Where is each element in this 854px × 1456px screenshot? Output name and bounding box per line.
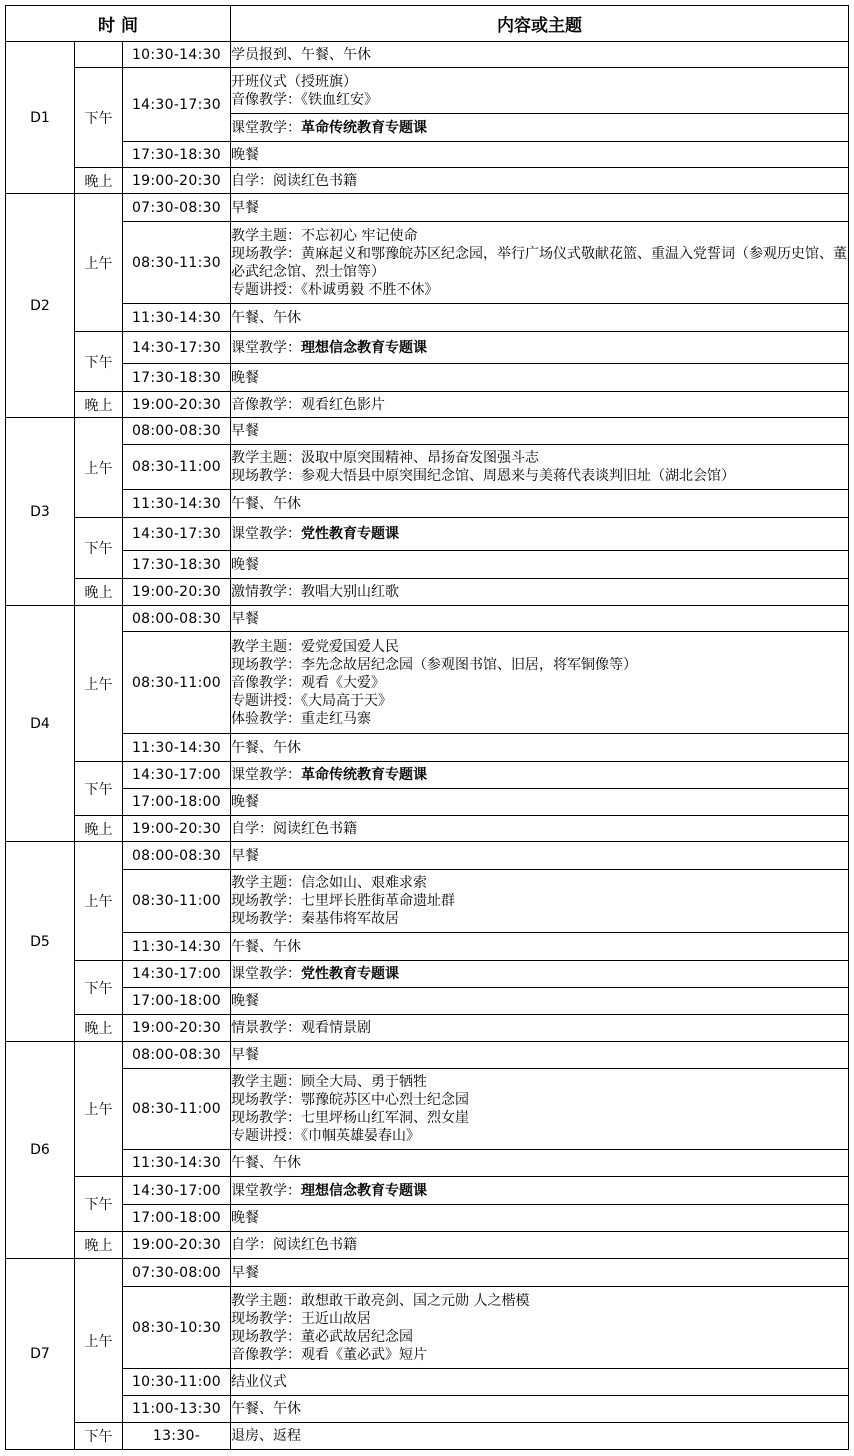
activity-text: 教学主题：敢想敢干敢亮剑、国之元勋 人之楷模	[231, 1292, 530, 1309]
day-label: D6	[6, 1042, 75, 1259]
activity-line	[231, 1182, 848, 1200]
activity-content	[231, 418, 849, 445]
activity-text: 课堂教学：	[231, 339, 301, 356]
time-slot: 08:30-11:30	[123, 222, 231, 304]
activity-line	[231, 820, 848, 838]
activity-text: 课堂教学：	[231, 767, 301, 783]
period-label: 下午	[75, 961, 123, 1015]
period-label: 晚上	[75, 392, 123, 418]
period-label: 下午	[75, 518, 123, 579]
schedule-body	[6, 42, 849, 1450]
activity-content	[231, 445, 849, 490]
period-label: 上午	[75, 1042, 123, 1177]
activity-line	[231, 46, 848, 64]
activity-text: 音像教学：观看红色影片	[231, 396, 385, 413]
activity-text: 自学：阅读红色书籍	[231, 820, 357, 837]
activity-text: 课堂教学：	[231, 526, 301, 542]
activity-text: 早餐	[231, 1264, 259, 1281]
schedule-row	[6, 194, 849, 222]
activity-line	[231, 965, 848, 983]
time-slot: 14:30-17:30	[123, 518, 231, 551]
activity-content	[231, 364, 849, 392]
activity-text: 午餐、午休	[231, 739, 301, 756]
activity-text: 现场教学：董必武故居纪念园	[231, 1328, 413, 1345]
activity-line	[231, 1427, 848, 1445]
activity-line	[231, 766, 848, 784]
activity-content	[231, 1423, 849, 1450]
period-label	[75, 42, 123, 68]
activity-line	[231, 199, 848, 217]
activity-content	[231, 1232, 849, 1259]
activity-text: 退房、返程	[231, 1428, 301, 1444]
schedule-row	[6, 1069, 849, 1150]
activity-content	[231, 1287, 849, 1369]
activity-text: 现场教学：秦基伟将军故居	[231, 911, 399, 927]
period-label: 下午	[75, 332, 123, 392]
schedule-row	[6, 842, 849, 870]
schedule-row	[6, 606, 849, 632]
schedule-row	[6, 1150, 849, 1177]
time-slot: 10:30-11:00	[123, 1369, 231, 1396]
time-slot: 07:30-08:00	[123, 1259, 231, 1287]
header-content: 内容或主题	[231, 6, 849, 42]
activity-content	[231, 842, 849, 870]
activity-line	[231, 1209, 848, 1227]
schedule-row	[6, 579, 849, 606]
time-slot: 19:00-20:30	[123, 579, 231, 606]
time-slot: 19:00-20:30	[123, 1015, 231, 1042]
activity-content	[231, 734, 849, 762]
activity-text: 午餐、午休	[231, 1155, 301, 1171]
activity-text: 晚餐	[231, 556, 259, 573]
activity-line	[231, 227, 848, 245]
activity-text: 专题讲授：《大局高于天》	[231, 692, 392, 709]
schedule-row	[6, 762, 849, 789]
activity-text: 自学：阅读红色书籍	[231, 1237, 357, 1253]
activity-content	[231, 42, 849, 68]
activity-line	[231, 449, 848, 467]
period-label: 下午	[75, 1423, 123, 1450]
period-label: 晚上	[75, 816, 123, 842]
time-slot: 08:30-11:00	[123, 632, 231, 734]
activity-text: 晚餐	[231, 993, 259, 1009]
activity-content	[231, 1177, 849, 1205]
schedule-row	[6, 734, 849, 762]
activity-content	[231, 1205, 849, 1232]
activity-line	[231, 992, 848, 1010]
period-label: 上午	[75, 194, 123, 332]
activity-text: 晚餐	[231, 1210, 259, 1226]
schedule-row	[6, 1369, 849, 1396]
course-title: 党性教育专题课	[301, 966, 399, 982]
schedule-row	[6, 961, 849, 988]
time-slot: 11:30-14:30	[123, 490, 231, 518]
schedule-row	[6, 42, 849, 68]
schedule-row	[6, 988, 849, 1015]
schedule-row	[6, 816, 849, 842]
time-slot: 13:30-	[123, 1423, 231, 1450]
activity-line	[231, 339, 848, 357]
activity-text: 晚餐	[231, 794, 259, 810]
time-slot: 07:30-08:30	[123, 194, 231, 222]
activity-content	[231, 1150, 849, 1177]
activity-content	[231, 518, 849, 551]
period-label: 晚上	[75, 579, 123, 606]
schedule-row	[6, 1259, 849, 1287]
activity-content	[231, 870, 849, 933]
time-slot: 17:30-18:30	[123, 551, 231, 579]
activity-line	[231, 1264, 848, 1282]
activity-text: 早餐	[231, 199, 259, 216]
activity-line	[231, 739, 848, 757]
period-label: 上午	[75, 606, 123, 762]
activity-line	[231, 1046, 848, 1064]
activity-text: 音像教学：《铁血红安》	[231, 91, 378, 108]
activity-line	[231, 1019, 848, 1037]
schedule-row	[6, 933, 849, 961]
period-label: 下午	[75, 68, 123, 168]
header-row	[6, 6, 849, 42]
activity-line	[231, 73, 848, 91]
schedule-row	[6, 1287, 849, 1369]
time-slot: 11:00-13:30	[123, 1396, 231, 1423]
activity-line	[231, 91, 848, 109]
period-label: 下午	[75, 1177, 123, 1232]
activity-text: 教学主题：信念如山、艰难求索	[231, 875, 427, 891]
activity-content	[231, 762, 849, 789]
time-slot: 11:30-14:30	[123, 304, 231, 332]
activity-line	[231, 369, 848, 387]
time-slot: 19:00-20:30	[123, 816, 231, 842]
schedule-row	[6, 1396, 849, 1423]
day-label: D4	[6, 606, 75, 842]
activity-line	[231, 119, 848, 137]
activity-line	[231, 1236, 848, 1254]
activity-text: 课堂教学：	[231, 966, 301, 982]
time-slot: 19:00-20:30	[123, 392, 231, 418]
activity-text: 课堂教学：	[231, 1182, 301, 1199]
activity-content	[231, 606, 849, 632]
time-slot: 19:00-20:30	[123, 1232, 231, 1259]
activity-content	[231, 222, 849, 304]
activity-content	[231, 933, 849, 961]
activity-content	[231, 68, 849, 114]
activity-text: 早餐	[231, 847, 259, 864]
activity-line	[231, 146, 848, 164]
activity-text: 晚餐	[231, 146, 259, 163]
activity-line	[231, 656, 848, 674]
activity-content	[231, 632, 849, 734]
course-title: 理想信念教育专题课	[301, 339, 427, 356]
activity-text: 课堂教学：	[231, 119, 301, 136]
day-label: D7	[6, 1259, 75, 1450]
schedule-row	[6, 1232, 849, 1259]
activity-line	[231, 172, 848, 190]
activity-line	[231, 1346, 848, 1364]
activity-content	[231, 988, 849, 1015]
activity-text: 学员报到、午餐、午休	[231, 46, 371, 63]
schedule-row	[6, 445, 849, 490]
schedule-row	[6, 68, 849, 114]
course-title: 革命传统教育专题课	[301, 767, 427, 783]
activity-line	[231, 467, 848, 485]
time-slot: 08:30-11:00	[123, 1069, 231, 1150]
activity-text: 专题讲授：《巾帼英雄晏春山》	[231, 1128, 420, 1144]
activity-content	[231, 114, 849, 142]
activity-line	[231, 1073, 848, 1091]
schedule-table	[5, 5, 849, 1450]
activity-text: 情景教学：观看情景剧	[231, 1020, 371, 1036]
activity-text: 现场教学：鄂豫皖苏区中心烈士纪念园	[231, 1092, 469, 1108]
header-time: 时 间	[6, 6, 231, 42]
activity-line	[231, 422, 848, 440]
activity-content	[231, 579, 849, 606]
activity-text: 专题讲授：《朴诚勇毅 不胜不休》	[231, 281, 439, 298]
activity-line	[231, 583, 848, 601]
activity-text: 现场教学：李先念故居纪念园（参观图书馆、旧居，将军铜像等）	[231, 656, 637, 673]
schedule-row	[6, 1205, 849, 1232]
time-slot: 17:00-18:00	[123, 789, 231, 816]
schedule-row	[6, 1015, 849, 1042]
activity-content	[231, 961, 849, 988]
activity-content	[231, 789, 849, 816]
activity-text: 激情教学：教唱大别山红歌	[231, 584, 399, 600]
activity-line	[231, 1400, 848, 1418]
activity-text: 早餐	[231, 610, 259, 627]
activity-text: 教学主题：爱党爱国爱人民	[231, 638, 399, 655]
activity-content	[231, 1396, 849, 1423]
schedule-row	[6, 418, 849, 445]
period-label: 上午	[75, 418, 123, 518]
time-slot: 14:30-17:30	[123, 68, 231, 142]
activity-text: 现场教学：黄麻起义和鄂豫皖苏区纪念园，举行广场仪式敬献花篮、重温入党誓词（参观历史馆、董必武纪念馆、烈士馆等）	[231, 245, 847, 280]
activity-text: 音像教学：观看《大爱》	[231, 674, 385, 691]
activity-text: 教学主题：不忘初心 牢记使命	[231, 227, 418, 244]
schedule-row	[6, 1423, 849, 1450]
activity-content	[231, 1369, 849, 1396]
schedule-row	[6, 789, 849, 816]
activity-text: 现场教学：参观大悟县中原突围纪念馆、周恩来与美蒋代表谈判旧址（湖北会馆）	[231, 468, 735, 484]
activity-line	[231, 938, 848, 956]
activity-line	[231, 281, 848, 299]
activity-text: 音像教学：观看《董必武》短片	[231, 1346, 427, 1363]
schedule-row	[6, 1177, 849, 1205]
activity-text: 晚餐	[231, 369, 259, 386]
time-slot: 08:00-08:30	[123, 1042, 231, 1069]
activity-content	[231, 1259, 849, 1287]
time-slot: 08:00-08:30	[123, 606, 231, 632]
time-slot: 14:30-17:00	[123, 1177, 231, 1205]
activity-text: 教学主题：顾全大局、勇于牺牲	[231, 1074, 427, 1090]
time-slot: 11:30-14:30	[123, 734, 231, 762]
schedule-row	[6, 870, 849, 933]
time-slot: 17:30-18:30	[123, 364, 231, 392]
activity-content	[231, 490, 849, 518]
time-slot: 08:30-11:00	[123, 870, 231, 933]
activity-content	[231, 194, 849, 222]
time-slot: 14:30-17:00	[123, 961, 231, 988]
activity-text: 早餐	[231, 423, 259, 439]
schedule-row	[6, 304, 849, 332]
time-slot: 17:00-18:00	[123, 1205, 231, 1232]
course-title: 党性教育专题课	[301, 526, 399, 542]
day-label: D1	[6, 42, 75, 194]
time-slot: 14:30-17:30	[123, 332, 231, 364]
activity-text: 现场教学：七里坪长胜街革命遗址群	[231, 893, 455, 909]
activity-text: 体验教学：重走红马寨	[231, 710, 371, 727]
time-slot: 08:00-08:30	[123, 842, 231, 870]
schedule-row	[6, 364, 849, 392]
activity-line	[231, 309, 848, 327]
time-slot: 11:30-14:30	[123, 933, 231, 961]
time-slot: 08:00-08:30	[123, 418, 231, 445]
day-label: D2	[6, 194, 75, 418]
schedule-row	[6, 332, 849, 364]
activity-text: 开班仪式（授班旗）	[231, 73, 357, 90]
activity-content	[231, 816, 849, 842]
activity-content	[231, 168, 849, 194]
schedule-row	[6, 490, 849, 518]
activity-line	[231, 245, 848, 281]
schedule-row	[6, 518, 849, 551]
activity-line	[231, 556, 848, 574]
schedule-row	[6, 632, 849, 734]
period-label: 下午	[75, 762, 123, 816]
course-title: 理想信念教育专题课	[301, 1182, 427, 1199]
time-slot: 17:30-18:30	[123, 142, 231, 168]
activity-content	[231, 392, 849, 418]
activity-content	[231, 304, 849, 332]
activity-content	[231, 551, 849, 579]
period-label: 上午	[75, 842, 123, 961]
time-slot: 11:30-14:30	[123, 1150, 231, 1177]
activity-text: 午餐、午休	[231, 309, 301, 326]
activity-line	[231, 1127, 848, 1145]
activity-line	[231, 1091, 848, 1109]
activity-line	[231, 874, 848, 892]
activity-text: 自学：阅读红色书籍	[231, 172, 357, 189]
period-label: 晚上	[75, 1015, 123, 1042]
schedule-row	[6, 222, 849, 304]
activity-line	[231, 892, 848, 910]
activity-line	[231, 638, 848, 656]
activity-line	[231, 1292, 848, 1310]
activity-line	[231, 692, 848, 710]
activity-line	[231, 1154, 848, 1172]
activity-text: 早餐	[231, 1047, 259, 1063]
time-slot: 19:00-20:30	[123, 168, 231, 194]
period-label: 晚上	[75, 1232, 123, 1259]
activity-line	[231, 1310, 848, 1328]
activity-line	[231, 674, 848, 692]
activity-line	[231, 396, 848, 414]
activity-line	[231, 710, 848, 728]
activity-text: 教学主题：汲取中原突围精神、昂扬奋发图强斗志	[231, 450, 539, 466]
time-slot: 08:30-11:00	[123, 445, 231, 490]
activity-content	[231, 1015, 849, 1042]
activity-content	[231, 1042, 849, 1069]
activity-line	[231, 1109, 848, 1127]
period-label: 上午	[75, 1259, 123, 1423]
activity-line	[231, 610, 848, 628]
activity-line	[231, 847, 848, 865]
activity-line	[231, 525, 848, 543]
activity-text: 午餐、午休	[231, 938, 301, 955]
activity-text: 午餐、午休	[231, 495, 301, 512]
activity-content	[231, 1069, 849, 1150]
course-title: 革命传统教育专题课	[301, 119, 427, 136]
schedule-row	[6, 168, 849, 194]
activity-line	[231, 495, 848, 513]
activity-line	[231, 793, 848, 811]
period-label: 晚上	[75, 168, 123, 194]
activity-content	[231, 142, 849, 168]
schedule-row	[6, 551, 849, 579]
activity-content	[231, 332, 849, 364]
schedule-row	[6, 1042, 849, 1069]
day-label: D3	[6, 418, 75, 606]
day-label: D5	[6, 842, 75, 1042]
activity-line	[231, 910, 848, 928]
time-slot: 08:30-10:30	[123, 1287, 231, 1369]
schedule-row	[6, 142, 849, 168]
schedule-row	[6, 392, 849, 418]
activity-text: 现场教学：王近山故居	[231, 1310, 371, 1327]
time-slot: 17:00-18:00	[123, 988, 231, 1015]
activity-text: 现场教学：七里坪杨山红军洞、烈女崖	[231, 1110, 469, 1126]
activity-line	[231, 1373, 848, 1391]
time-slot: 10:30-14:30	[123, 42, 231, 68]
activity-line	[231, 1328, 848, 1346]
activity-text: 结业仪式	[231, 1374, 287, 1390]
time-slot: 14:30-17:00	[123, 762, 231, 789]
activity-text: 午餐、午休	[231, 1401, 301, 1417]
